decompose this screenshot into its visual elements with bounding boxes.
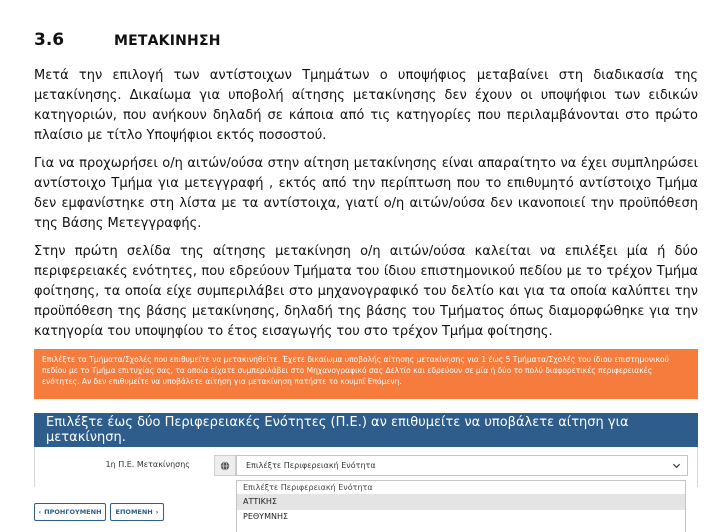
next-button[interactable] [110, 503, 164, 521]
info-notice: Επιλέξτε τα Τμήματα/Σχολές που επιθυμείτε να μετακινηθείτε. Έχετε δικαίωμα υποβολής αίτησης μετακίνησης για 1 έως 5 Τμήματα/Σχολές του ίδιου επιστημονικού πεδίου με το Τμήμα επιτυχίας σας, τα οποία είχατε συμπεριλάβει στο Μηχανογραφικό σας Δελτίο και εδρεύουν σε μία ή δύο το πολύ διαφορετικές περιφερειακές ενότητες. Αν δεν επιθυμείτε να υποβάλετε αίτηση για μετακίνηση πατήστε το κουμπί Επόμενη. [34, 349, 698, 399]
region-select[interactable] [236, 455, 688, 476]
dropdown-option-placeholder[interactable]: Επιλέξτε Περιφερειακή Ενότητα [243, 483, 373, 492]
chevron-right-icon: › [155, 508, 159, 516]
paragraph-3: Στην πρώτη σελίδα της αίτησης μετακίνηση ο/η αιτών/ούσα καλείται να επιλέξει μία ή δύο περιφερειακές ενότητες, που εδρεύουν Τμήματα του ίδιου επιστημονικού πεδίου με το τρέχον Τμήμα φοίτησης, τα οποία είχε συμπεριλάβει στο μηχανογραφικό του δελτίο και για τα οποία καλύπτει την προϋπόθεση της βάσης μετακίνησης, δηλαδή της βάσης του Τμήματος όπως διαμορφώθηκε για την κατηγορία του υποψηφίου το έτος εισαγωγής του στο τρέχον Τμήμα φοίτησης. [34, 244, 698, 339]
paragraph-1: Μετά την επιλογή των αντίστοιχων Τμημάτων ο υποψήφιος μεταβαίνει στη διαδικασία της μετακίνησης. Δικαίωμα για υποβολή αίτησης μετακίνησης δεν έχουν οι υποψήφιοι των ειδικών κατηγοριών, που ανήκουν δηλαδή σε κάποια από τις κατηγορίες που περιλαμβάνονται στο πρώτο πλαίσιο με τίτλο Υποψήφιοι εκτός ποσοστού. [34, 68, 698, 143]
section-title: ΜΕΤΑΚΙΝΗΣΗ [114, 33, 221, 49]
previous-button-label: ΠΡΟΗΓΟΥΜΕΝΗ [44, 508, 102, 516]
globe-icon [214, 455, 236, 476]
section-number: 3.6 [34, 30, 65, 50]
dropdown-option-attiki[interactable]: ΑΤΤΙΚΗΣ [237, 494, 685, 510]
previous-button[interactable] [34, 503, 106, 521]
dropdown-option-rethymni[interactable]: ΡΕΘΥΜΝΗΣ [243, 512, 289, 521]
panel-header: Επιλέξτε έως δύο Περιφερειακές Ενότητες (Π.Ε.) αν επιθυμείτε να υποβάλετε αίτηση για μετακίνηση. [34, 413, 698, 447]
region-field-label: 1η Π.Ε. Μετακίνησης [105, 460, 190, 469]
region-dropdown-list [236, 480, 686, 532]
chevron-left-icon: ‹ [38, 508, 42, 516]
chevron-down-icon [672, 461, 681, 472]
section-heading [34, 30, 221, 52]
paragraph-2: Για να προχωρήσει ο/η αιτών/ούσα στην αίτηση μετακίνησης είναι απαραίτητο να έχει συμπληρώσει αντίστοιχο Τμήμα για μετεγγραφή , εκτός από την περίπτωση που το επιθυμητό αντίστοιχο Τμήμα δεν εμφανίστηκε στη λίστα με τα αντίστοιχα, γιατί ο/η αιτών/ούσα δεν ικανοποιεί την προϋπόθεση της Βάσης Μετεγγραφής. [34, 156, 698, 231]
next-button-label: ΕΠΟΜΕΝΗ [115, 508, 153, 516]
region-select-value: Επιλέξτε Περιφερειακή Ενότητα [246, 461, 376, 470]
